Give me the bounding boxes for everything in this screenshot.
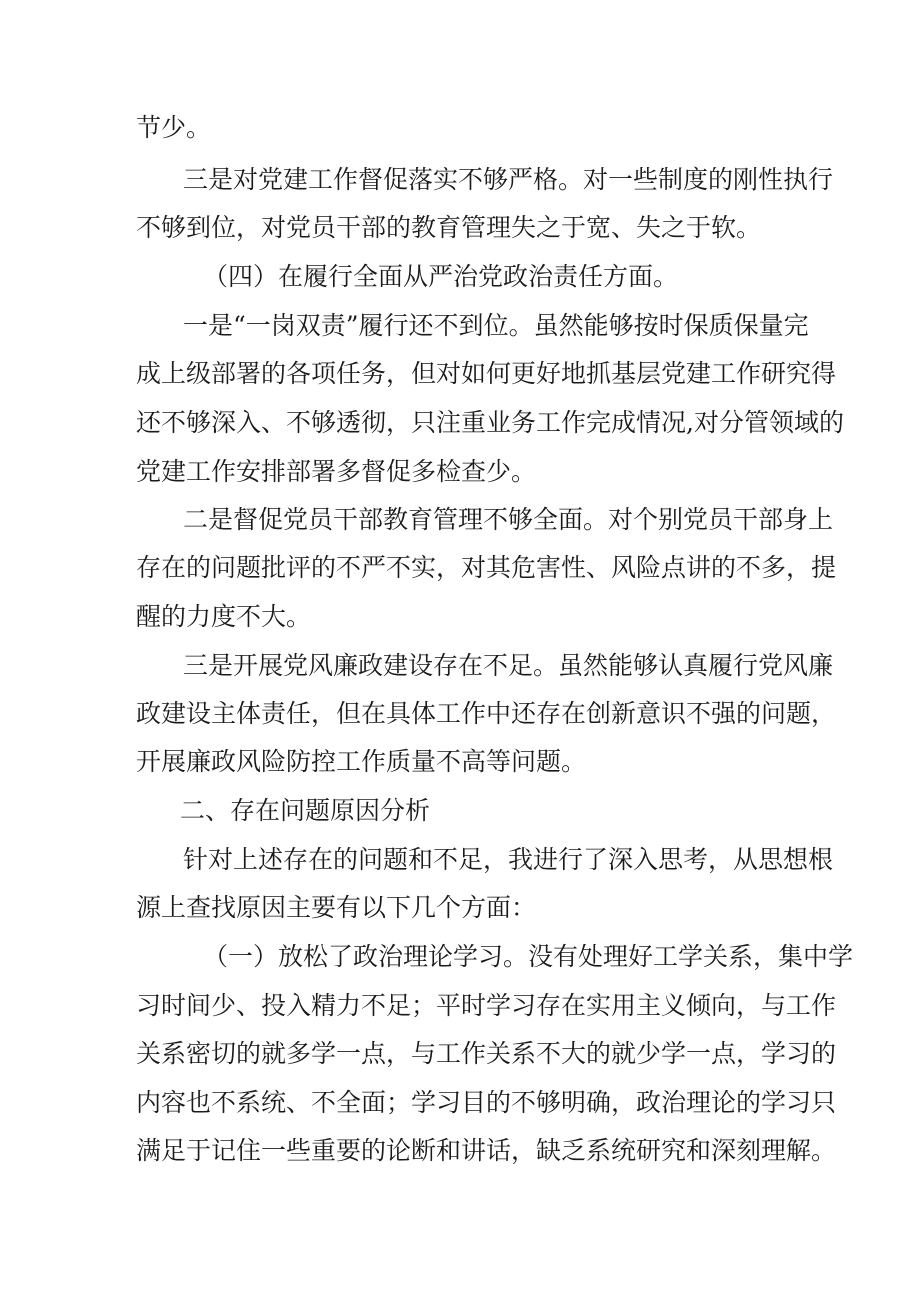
text-line: 政建设主体责任，但在具体工作中还存在创新意识不强的问题，: [136, 699, 837, 728]
text-line: 还不够深入、不够透彻，只注重业务工作完成情况,对分管领域的: [136, 408, 844, 437]
text-line: 存在的问题批评的不严不实，对其危害性、风险点讲的不多，提: [136, 553, 837, 582]
text-line: 关系密切的就多学一点，与工作关系不大的就少学一点，学习的: [136, 1039, 837, 1068]
text-line: 针对上述存在的问题和不足，我进行了深入思考，从思想根: [183, 845, 834, 874]
text-line: 一是“一岗双责”履行还不到位。虽然能够按时保质保量完: [183, 311, 809, 340]
text-line: 节少。: [136, 113, 212, 142]
text-line: 党建工作安排部署多督促多检查少。: [136, 457, 537, 486]
text-line: 开展廉政风险防控工作质量不高等问题。: [136, 747, 587, 776]
section-subheading: （四）在履行全面从严治党政治责任方面。: [203, 262, 679, 291]
text-line: 醒的力度不大。: [136, 602, 312, 631]
text-line: 不够到位，对党员干部的教育管理失之于宽、失之于软。: [136, 213, 762, 242]
text-line: 三是对党建工作督促落实不够严格。对一些制度的刚性执行: [183, 165, 834, 194]
section-heading: 二、存在问题原因分析: [180, 796, 431, 825]
text-line: 内容也不系统、不全面；学习目的不够明确，政治理论的学习只: [136, 1088, 837, 1117]
text-line: 源上查找原因主要有以下几个方面：: [136, 893, 537, 922]
text-line: 习时间少、投入精力不足；平时学习存在实用主义倾向，与工作: [136, 991, 837, 1020]
text-line: 满足于记住一些重要的论断和讲话，缺乏系统研究和深刻理解。: [136, 1136, 837, 1165]
text-line: 成上级部署的各项任务，但对如何更好地抓基层党建工作研究得: [136, 359, 837, 388]
text-line: （一）放松了政治理论学习。没有处理好工学关系，集中学: [203, 942, 854, 971]
text-line: 三是开展党风廉政建设存在不足。虽然能够认真履行党风廉: [183, 651, 834, 680]
text-line: 二是督促党员干部教育管理不够全面。对个别党员干部身上: [183, 505, 834, 534]
